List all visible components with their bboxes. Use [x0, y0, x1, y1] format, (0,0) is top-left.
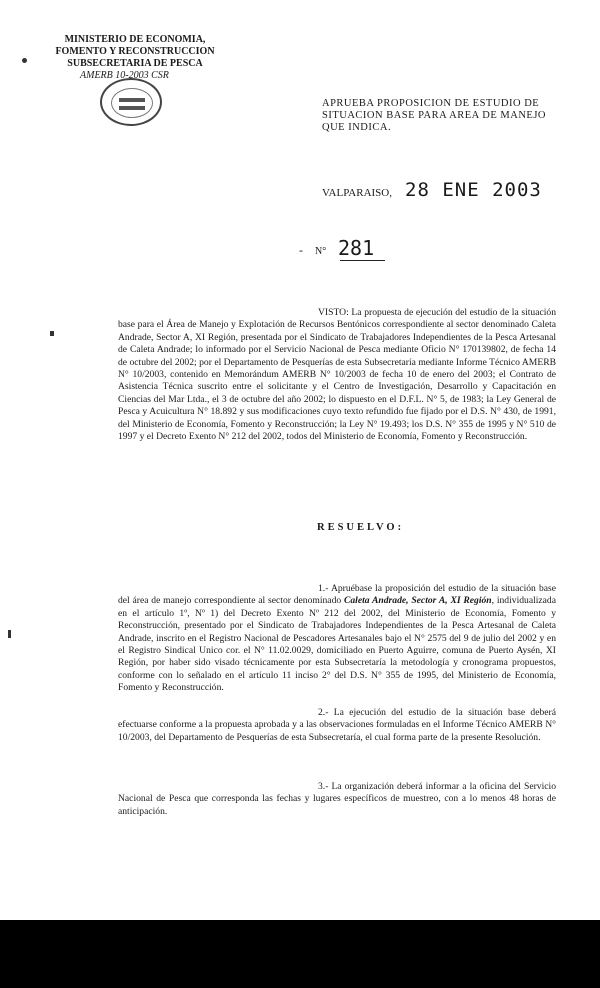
ministry-header — [50, 34, 220, 70]
ministry-line-3: SUBSECRETARIA DE PESCA — [67, 58, 203, 69]
ministry-line-1: MINISTERIO DE ECONOMIA, — [64, 34, 206, 45]
place-label: VALPARAISO, — [322, 187, 392, 199]
resolution-point-1 — [118, 583, 556, 695]
point-1-text-c: , individualizada en el artículo 1º, Nº 1) del Decreto Exento Nº 212 del 2002, del Ministerio de Economía, Fomento y Reconstrucción, presentado por el Sindicato de Trabajadores Independientes de la Pesca Artesanal de Caleta Andrade, inscrito en el Registro Nacional de Pescadores Artesanales bajo el N° 2575 del 9 de julio del 2002 y en el Registro Sindical Unico cor. el N° 11.02.0029, domiciliado en Puerto Aguirre, comuna de Puerto Aysén, XI Región, por haber sido visado técnicamente por esta Subsecretaría la metodología y cronograma propuestos, conforme con lo señalado en el artículo 11 inciso 2° del D.S. N° 355 de 1995, del Ministerio de Economía, Fomento y Reconstrucción. — [118, 595, 556, 694]
resolution-number: 281 — [338, 236, 375, 260]
visto-text: La propuesta de ejecución del estudio de la situación base para el Área de Manejo y Explotación de Recursos Bentónicos correspondiente al sector denominado Caleta Andrade, Sector A, XI Región, presentada por el Sindicato de Trabajadores Independientes de la Pesca Artesanal de Caleta Andrade; lo informado por el Servicio Nacional de Pesca mediante Oficio N° 170139802, de fecha 14 de octubre del 2002; por el Departamento de Pesquerías de esta Subsecretaría mediante Informe Técnico AMERB N° 10/2003, contenido en Memorándum AMERB N° 10/2003 de fecha 10 de enero del 2003; el Contrato de Asistencia Técnica suscrito entre el solicitante y el Centro de Investigación, Desarrollo y Capacitación en Ciencias del Mar Ltda., el 3 de octubre del año 2002; lo dispuesto en el D.F.L. N° 5, de 1983; la Ley General de Pesca y Acuicultura N° 18.892 y sus modificaciones cuyo texto refundido fue fijado por el D.S. N° 430, de 1991, del Ministerio de Economía, Fomento y Reconstrucción; la Ley N° 19.493; los D.S. N° 355 de 1995 y N° 510 de 1997 y el Decreto Exento N° 212 del 2002, todos del Ministerio de Economía, Fomento y Reconstrucción. — [118, 307, 556, 443]
number-label: N° — [315, 246, 327, 257]
official-seal-stamp — [100, 78, 162, 126]
visto-paragraph — [118, 307, 556, 443]
number-underline — [340, 260, 385, 261]
resolution-point-2: 2.- La ejecución del estudio de la situación base deberá efectuarse conforme a la propuesta aprobada y a las observaciones formuladas en el Informe Técnico AMERB N° 10/2003, del Departamento de Pesquerías de esta Subsecretaría, el cual forma parte de la presente Resolución. — [118, 707, 556, 743]
margin-mark — [22, 58, 27, 63]
ministry-line-2: FOMENTO Y RECONSTRUCCION — [55, 46, 215, 57]
resolution-point-3: 3.- La organización deberá informar a la oficina del Servicio Nacional de Pesca que corresponda las fechas y lugares específicos de muestreo, con a lo menos 48 horas de anticipación. — [118, 781, 556, 817]
number-dash: - — [299, 243, 303, 257]
point-1-text-a: 1.- Apruébase la proposición del estudio de la situación base del área de manejo correspondiente al sector denominado — [118, 583, 556, 607]
resolution-subject: APRUEBA PROPOSICION DE ESTUDIO DE SITUACION BASE PARA AREA DE MANEJO QUE INDICA. — [322, 98, 547, 133]
date-stamp: 28 ENE 2003 — [405, 179, 542, 201]
reference-code: AMERB 10-2003 CSR — [80, 70, 169, 81]
visto-label: VISTO: — [318, 307, 349, 318]
margin-mark — [8, 630, 11, 638]
margin-mark — [50, 331, 54, 336]
sector-name: Caleta Andrade, Sector A, XI Región — [343, 595, 492, 607]
resuelvo-heading: RESUELVO: — [317, 522, 405, 533]
